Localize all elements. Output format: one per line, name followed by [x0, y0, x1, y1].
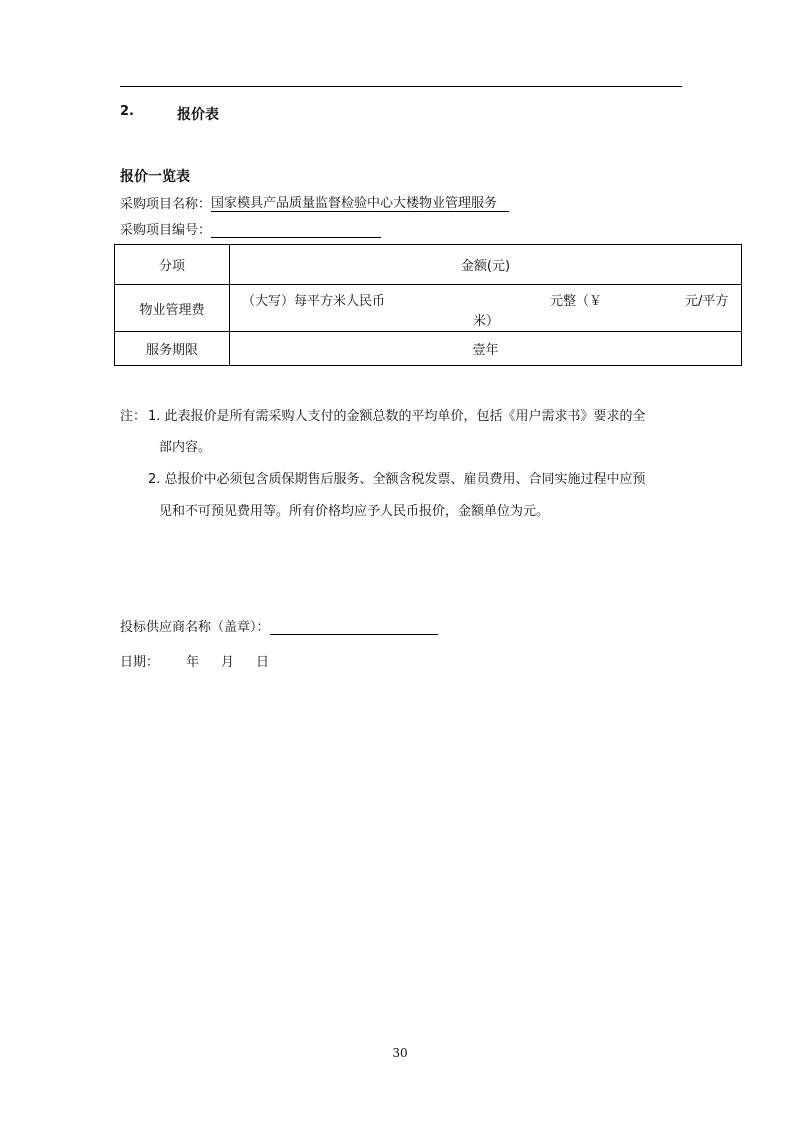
note-1-line-2: 部内容。 [159, 440, 212, 455]
note-2-line-2: 见和不可预见费用等。所有价格均应予人民币报价，金额单位为元。 [159, 504, 550, 519]
header-rule [120, 86, 682, 87]
project-name-value: 国家模具产品质量监督检验中心大楼物业管理服务 [211, 192, 509, 212]
page-number: 30 [392, 1046, 408, 1060]
note-2-line-1: 2. 总报价中必须包含质保期售后服务、全额含税发票、雇员费用、合同实施过程中应预 [148, 472, 646, 487]
project-code-field[interactable] [211, 222, 381, 238]
bidder-field[interactable] [270, 619, 438, 635]
header-item: 分项 [115, 245, 230, 285]
row-amount-fee [230, 285, 742, 332]
amount-suffix: 元/平方 [685, 294, 729, 309]
table-title: 报价一览表 [120, 169, 190, 185]
date-month: 月 [221, 655, 235, 670]
row-item-fee: 物业管理费 [115, 285, 230, 332]
table-row [115, 285, 742, 332]
section-title: 报价表 [177, 107, 219, 123]
notes-lead: 注： [120, 409, 147, 424]
project-name-row [120, 192, 509, 212]
date-label: 日期： [120, 655, 160, 670]
amount-line2: 米） [473, 314, 500, 329]
project-name-label: 采购项目名称： [120, 197, 212, 212]
header-amount: 金额(元) [230, 245, 742, 285]
quote-table [114, 244, 742, 366]
project-code-row [120, 219, 381, 238]
table-row [115, 332, 742, 366]
bidder-label: 投标供应商名称（盖章）： [120, 620, 270, 635]
date-year: 年 [186, 655, 200, 670]
section-number: 2. [120, 104, 134, 119]
amount-mid: 元整（￥ [550, 294, 603, 309]
bidder-row [120, 616, 438, 635]
row-amount-term: 壹年 [230, 332, 742, 366]
row-item-term: 服务期限 [115, 332, 230, 366]
table-header-row [115, 245, 742, 285]
project-code-label: 采购项目编号： [120, 223, 212, 238]
date-day: 日 [256, 655, 270, 670]
amount-prefix: （大写）每平方米人民币 [242, 294, 386, 309]
note-1-line-1: 1. 此表报价是所有需采购人支付的金额总数的平均单价，包括《用户需求书》要求的全 [148, 409, 646, 424]
